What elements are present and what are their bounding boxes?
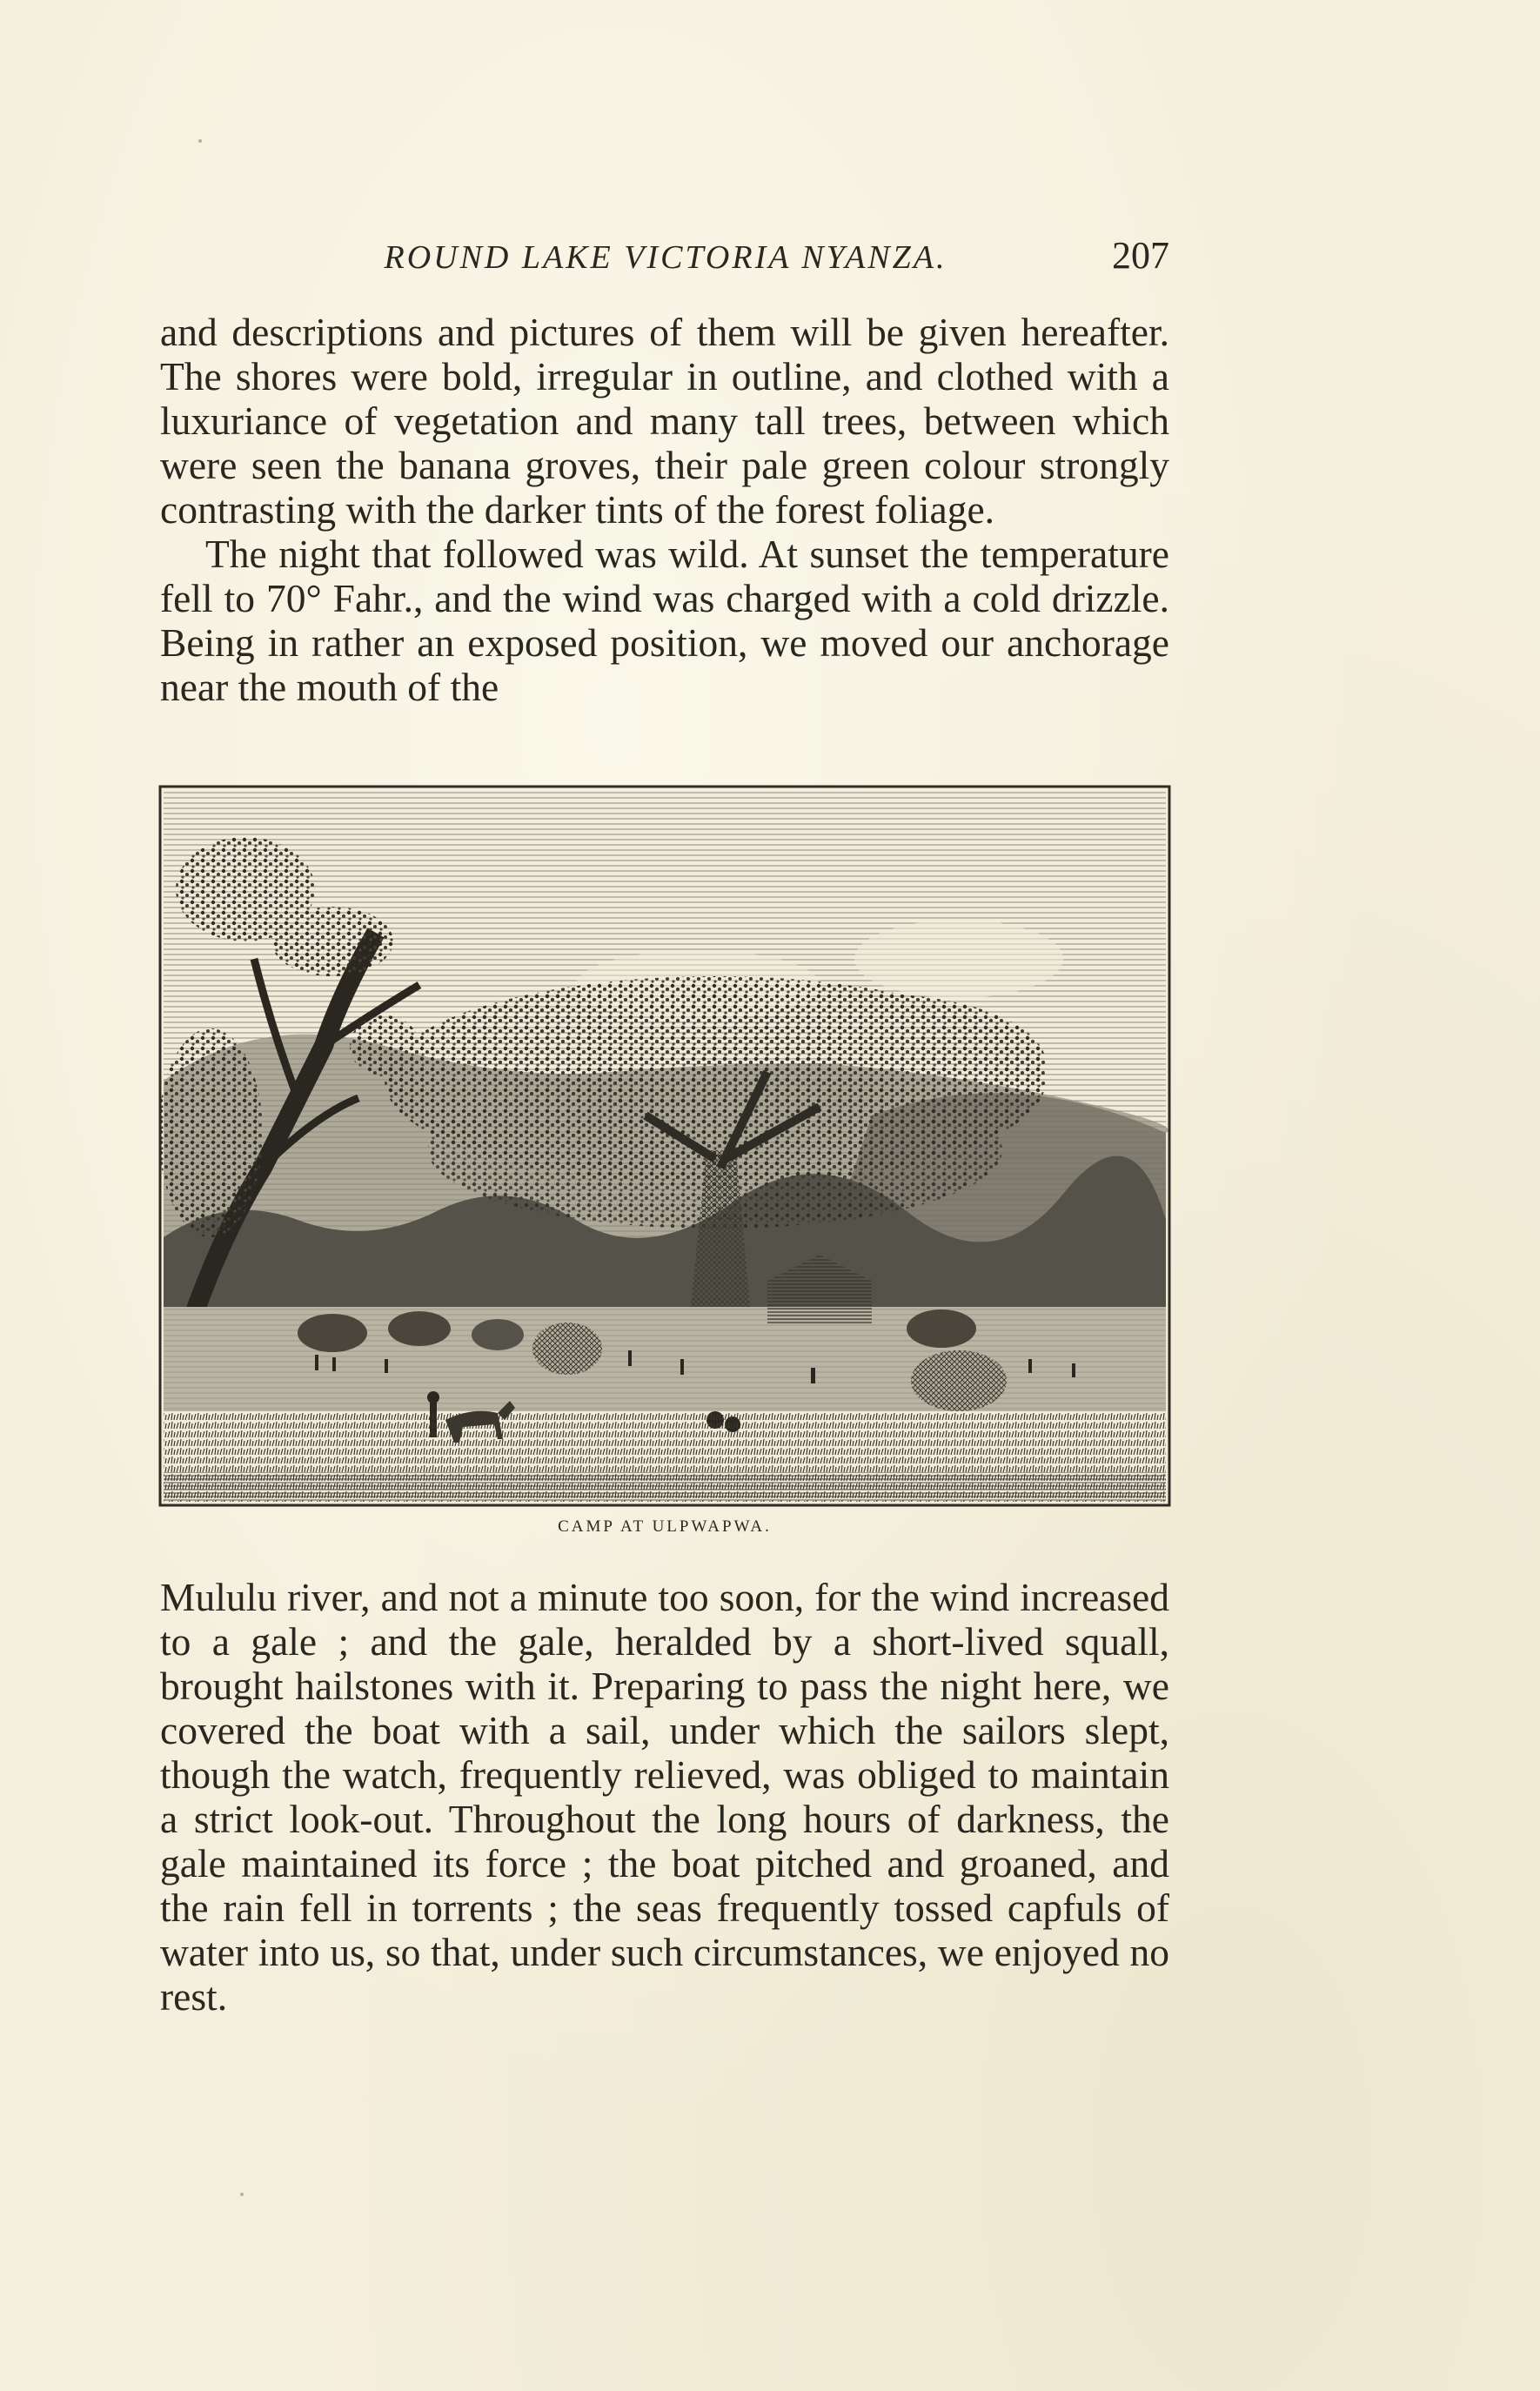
body-text-bottom — [160, 1575, 1169, 2019]
paper-speck — [240, 2193, 244, 2196]
paragraph: and descriptions and pictures of them will be given hereafter. The shores were bold, irregular in outline, and clothed with a luxuriance of vegetation and many tall trees, between which were seen the banana groves, their pale green colour strongly contrasting with the darker tints of the forest foliage. — [160, 310, 1169, 532]
paper-speck — [198, 139, 202, 143]
paragraph: The night that followed was wild. At sunset the temperature fell to 70° Fahr., and the wind was charged with a cold drizzle. Being in rather an exposed position, we moved our anchorage near the mouth of the — [160, 532, 1169, 709]
page-number: 207 — [1112, 234, 1169, 277]
figure-caption: CAMP AT ULPWAPWA. — [558, 1517, 772, 1536]
engraving-camp-at-ulpwapwa — [158, 785, 1171, 1507]
paragraph: Mululu river, and not a minute too soon, for the wind increased to a gale ; and the gale, heralded by a short-lived squall, brought hailstones with it. Preparing to pass the night here, we covered the boat with a sail, under which the sailors slept, though the watch, frequently relieved, was obliged to maintain a strict look-out. Throughout the long hours of darkness, the gale maintained its force ; the boat pitched and groaned, and the rain fell in torrents ; the seas frequently tossed capfuls of water into us, so that, under such circumstances, we enjoyed no rest. — [160, 1575, 1169, 2019]
body-text-top — [160, 310, 1169, 709]
engraving-illustration — [158, 785, 1171, 1507]
running-head — [162, 233, 1169, 285]
running-title: ROUND LAKE VICTORIA NYANZA. — [384, 239, 947, 276]
